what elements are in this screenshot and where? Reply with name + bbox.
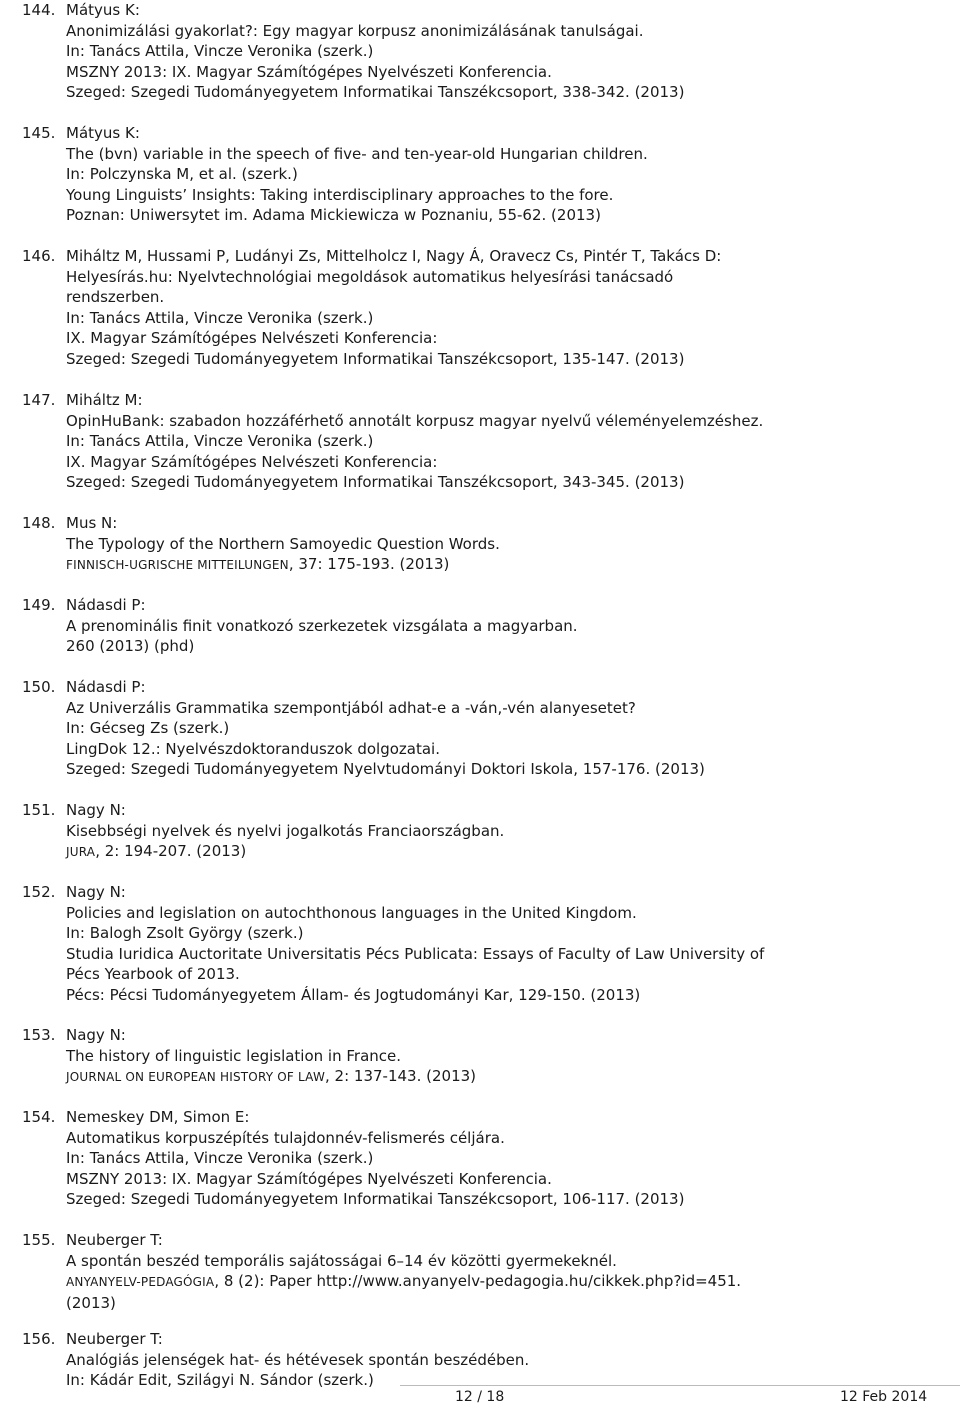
line-text: MSZNY 2013: IX. Magyar Számítógépes Nyelvészeti Konferencia. xyxy=(66,1169,552,1188)
entry-line xyxy=(66,1293,886,1314)
line-text: Szeged: Szegedi Tudományegyetem Informatikai Tanszékcsoport, 338-342. (2013) xyxy=(66,83,685,101)
entry-line xyxy=(66,41,886,62)
entry-author: Neuberger T: xyxy=(66,1231,163,1249)
entry-details xyxy=(66,411,886,493)
line-text: In: Gécseg Zs (szerk.) xyxy=(66,719,230,737)
line-text: In: Polczynska M, et al. (szerk.) xyxy=(66,165,298,183)
entry-line xyxy=(66,1189,886,1210)
line-text: Anonimizálási gyakorlat?: Egy magyar korpusz anonimizálásának tanulságai. xyxy=(66,21,644,40)
entry-line xyxy=(66,616,886,637)
entry-details xyxy=(66,534,886,576)
line-text: OpinHuBank: szabadon hozzáférhető annotált korpusz magyar nyelvű véleményelemzéshez. xyxy=(66,411,764,430)
entry-line xyxy=(66,759,886,780)
entry-line xyxy=(66,903,886,924)
entry-details xyxy=(66,1046,886,1088)
line-text: Szeged: Szegedi Tudományegyetem Informatikai Tanszékcsoport, 343-345. (2013) xyxy=(66,473,685,491)
line-text: In: Tanács Attila, Vincze Veronika (szerk.) xyxy=(66,308,374,327)
line-text: Young Linguists’ Insights: Taking interdisciplinary approaches to the fore. xyxy=(66,185,614,204)
line-text: Studia Iuridica Auctoritate Universitatis Pécs Publicata: Essays of Faculty of Law University of xyxy=(66,944,765,963)
line-text: Automatikus korpuszépítés tulajdonnév-felismerés céljára. xyxy=(66,1128,505,1147)
entry-author: Neuberger T: xyxy=(66,1330,163,1348)
entry-line xyxy=(66,82,886,103)
entry-line xyxy=(66,1128,886,1149)
entry-line xyxy=(66,328,886,349)
line-text: In: Balogh Zsolt György (szerk.) xyxy=(66,924,304,942)
entry-line xyxy=(66,1066,886,1088)
journal-name: JURA xyxy=(66,845,96,859)
line-text: A spontán beszéd temporális sajátosságai 6–14 év közötti gyermekeknél. xyxy=(66,1251,617,1270)
entry-details xyxy=(66,21,886,103)
entry-line xyxy=(66,1271,886,1293)
entry-details xyxy=(66,1251,886,1314)
line-text: LingDok 12.: Nyelvészdoktoranduszok dolgozatai. xyxy=(66,739,440,758)
line-text: In: Kádár Edit, Szilágyi N. Sándor (szerk.) xyxy=(66,1371,374,1389)
entry-line xyxy=(66,718,886,739)
line-text: Helyesírás.hu: Nyelvtechnológiai megoldások automatikus helyesírási tanácsadó xyxy=(66,267,674,286)
line-text: The (bvn) variable in the speech of five- and ten-year-old Hungarian children. xyxy=(66,144,648,163)
entry-author: Nádasdi P: xyxy=(66,678,146,696)
entry-line xyxy=(66,411,886,432)
line-text: Kisebbségi nyelvek és nyelvi jogalkotás Franciaországban. xyxy=(66,821,505,840)
entry-line xyxy=(66,739,886,760)
entry-line xyxy=(66,534,886,555)
entry-line xyxy=(66,452,886,473)
line-text: Szeged: Szegedi Tudományegyetem Informatikai Tanszékcsoport, 135-147. (2013) xyxy=(66,349,685,368)
entry-number: 147. xyxy=(22,391,56,409)
entry-line xyxy=(66,21,886,42)
entry-author: Nagy N: xyxy=(66,801,126,819)
line-text: rendszerben. xyxy=(66,288,165,306)
footer-date: 12 Feb 2014 xyxy=(840,1389,928,1405)
line-text: (2013) xyxy=(66,1293,116,1312)
entry-details xyxy=(66,1128,886,1210)
entry-line xyxy=(66,1251,886,1272)
line-text: Pécs: Pécsi Tudományegyetem Állam- és Jogtudományi Kar, 129-150. (2013) xyxy=(66,985,641,1004)
journal-name: FINNISCH-UGRISCHE MITTEILUNGEN xyxy=(66,558,289,572)
entry-line xyxy=(66,144,886,165)
entry-line xyxy=(66,821,886,842)
entry-number: 149. xyxy=(22,596,56,614)
line-text: A prenominális finit vonatkozó szerkezetek vizsgálata a magyarban. xyxy=(66,616,578,635)
entry-number: 146. xyxy=(22,247,56,265)
entry-line xyxy=(66,985,886,1006)
entry-line xyxy=(66,1046,886,1067)
line-text: The Typology of the Northern Samoyedic Question Words. xyxy=(66,534,500,553)
entry-line xyxy=(66,472,886,493)
entry-author: Mátyus K: xyxy=(66,124,140,142)
entry-number: 150. xyxy=(22,678,56,696)
entry-details xyxy=(66,903,886,1006)
entry-number: 144. xyxy=(22,1,56,19)
entry-author: Mátyus K: xyxy=(66,1,140,19)
page-number: 12 / 18 xyxy=(455,1389,505,1405)
entry-line xyxy=(66,1350,886,1371)
entry-number: 156. xyxy=(22,1330,56,1348)
entry-line xyxy=(66,944,886,965)
entry-details xyxy=(66,616,886,657)
entry-line xyxy=(66,636,886,657)
entry-line xyxy=(66,287,886,308)
entry-line xyxy=(66,1169,886,1190)
journal-name: JOURNAL ON EUROPEAN HISTORY OF LAW xyxy=(66,1070,326,1084)
entry-details xyxy=(66,821,886,863)
line-text: Poznan: Uniwersytet im. Adama Mickiewicza w Poznaniu, 55-62. (2013) xyxy=(66,206,601,224)
line-text: In: Tanács Attila, Vincze Veronika (szerk.) xyxy=(66,42,374,60)
line-text: The history of linguistic legislation in France. xyxy=(66,1046,402,1065)
line-text: , 8 (2): Paper http://www.anyanyelv-pedagogia.hu/cikkek.php?id=451. xyxy=(214,1272,742,1290)
line-text: , 2: 137-143. (2013) xyxy=(325,1067,477,1085)
entry-details xyxy=(66,698,886,780)
entry-line xyxy=(66,923,886,944)
line-text: , 37: 175-193. (2013) xyxy=(288,555,450,573)
entry-author: Mus N: xyxy=(66,514,118,532)
entry-line xyxy=(66,349,886,370)
entry-number: 148. xyxy=(22,514,56,532)
entry-details xyxy=(66,144,886,226)
entry-line xyxy=(66,308,886,329)
line-text: IX. Magyar Számítógépes Nelvészeti Konferencia: xyxy=(66,329,438,347)
line-text: Policies and legislation on autochthonous languages in the United Kingdom. xyxy=(66,903,637,922)
entry-line xyxy=(66,185,886,206)
line-text: 260 (2013) (phd) xyxy=(66,637,195,655)
entry-author: Nagy N: xyxy=(66,1026,126,1044)
entry-author: Nagy N: xyxy=(66,883,126,901)
line-text: Szeged: Szegedi Tudományegyetem Informatikai Tanszékcsoport, 106-117. (2013) xyxy=(66,1190,685,1208)
line-text: In: Tanács Attila, Vincze Veronika (szerk.) xyxy=(66,432,374,450)
entry-line xyxy=(66,841,886,863)
line-text: In: Tanács Attila, Vincze Veronika (szerk.) xyxy=(66,1149,374,1167)
line-text: MSZNY 2013: IX. Magyar Számítógépes Nyelvészeti Konferencia. xyxy=(66,62,552,81)
entry-author: Miháltz M: xyxy=(66,391,143,409)
line-text: Analógiás jelenségek hat- és hétévesek spontán beszédében. xyxy=(66,1350,530,1369)
line-text: , 2: 194-207. (2013) xyxy=(95,842,247,860)
entry-line xyxy=(66,267,886,288)
entry-number: 152. xyxy=(22,883,56,901)
entry-number: 151. xyxy=(22,801,56,819)
journal-name: ANYANYELV-PEDAGÓGIA xyxy=(66,1275,215,1289)
entry-number: 145. xyxy=(22,124,56,142)
entry-line xyxy=(66,554,886,576)
entry-line xyxy=(66,205,886,226)
line-text: Pécs Yearbook of 2013. xyxy=(66,965,240,983)
entry-number: 154. xyxy=(22,1108,56,1126)
line-text: Az Univerzális Grammatika szempontjából adhat-e a -ván,-vén alanyesetet? xyxy=(66,698,636,717)
entry-details xyxy=(66,267,886,370)
entry-number: 155. xyxy=(22,1231,56,1249)
entry-line xyxy=(66,1148,886,1169)
entry-author: Miháltz M, Hussami P, Ludányi Zs, Mittelholcz I, Nagy Á, Oravecz Cs, Pintér T, Takács D: xyxy=(66,247,722,265)
footer-divider xyxy=(400,1385,960,1386)
line-text: Szeged: Szegedi Tudományegyetem Nyelvtudományi Doktori Iskola, 157-176. (2013) xyxy=(66,760,705,778)
entry-line xyxy=(66,62,886,83)
entry-author: Nádasdi P: xyxy=(66,596,146,614)
entry-number: 153. xyxy=(22,1026,56,1044)
entry-author: Nemeskey DM, Simon E: xyxy=(66,1108,250,1126)
entry-line xyxy=(66,964,886,985)
entry-line xyxy=(66,698,886,719)
entry-line xyxy=(66,431,886,452)
entry-line xyxy=(66,164,886,185)
line-text: IX. Magyar Számítógépes Nelvészeti Konferencia: xyxy=(66,452,438,471)
